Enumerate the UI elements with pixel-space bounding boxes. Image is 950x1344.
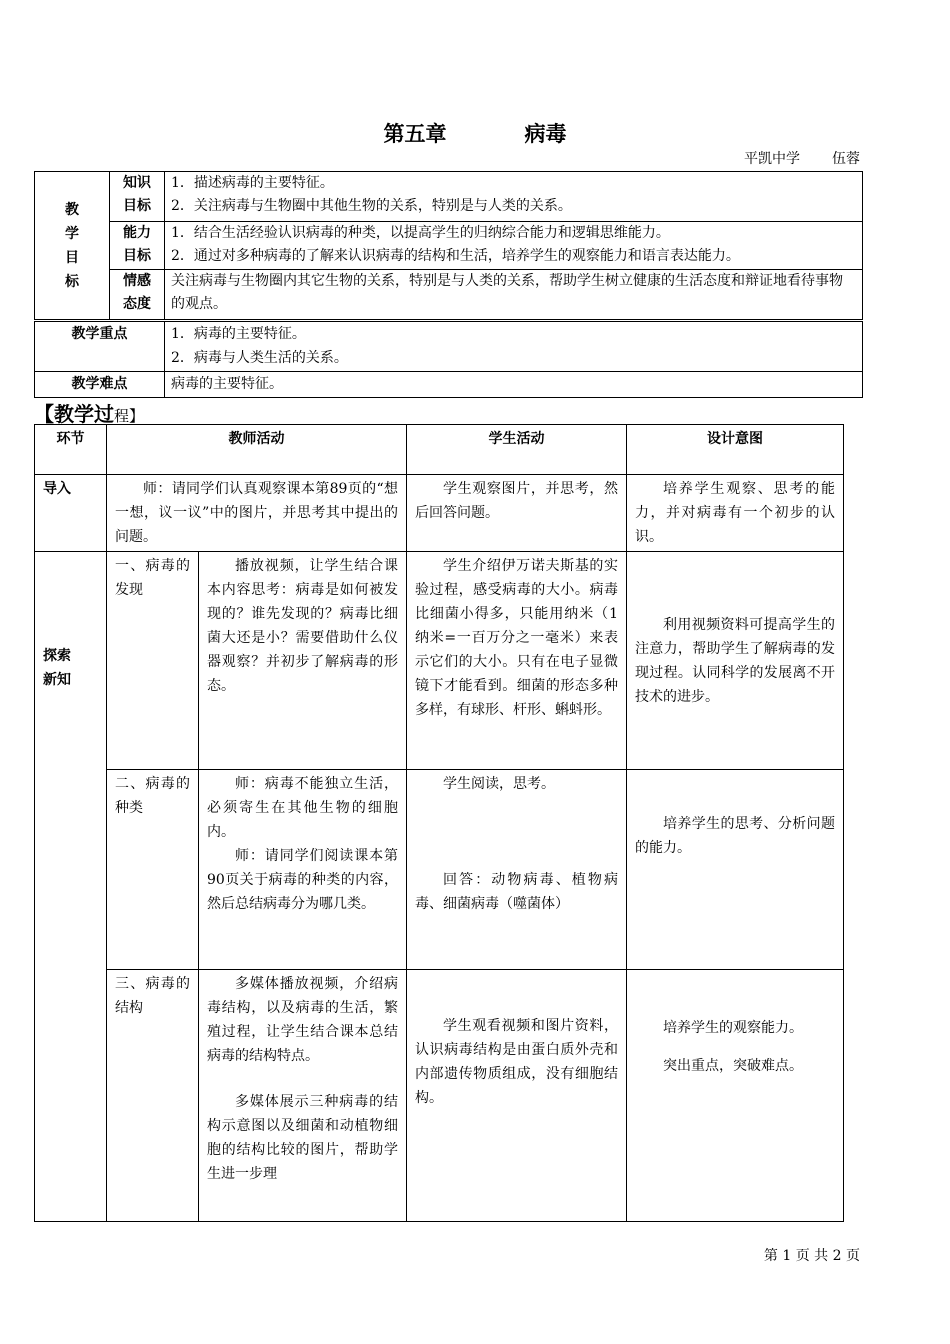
- sub-types-intent: 培养学生的思考、分析问题的能力。: [627, 770, 844, 970]
- chapter-number: 第五章: [383, 121, 447, 146]
- objectives-header-char: 目: [65, 249, 79, 266]
- objectives-header-char: 教: [65, 201, 79, 218]
- process-heading: 【教学过程】: [34, 402, 145, 426]
- ability-label: 能力 目标: [110, 222, 165, 270]
- explore-stage: 探索 新知: [35, 552, 107, 1222]
- objectives-header-char: 标: [65, 273, 79, 290]
- sub-types-student: 学生阅读，思考。 回答：动物病毒、植物病毒、细菌病毒（噬菌体）: [407, 770, 627, 970]
- intro-student: 学生观察图片，并思考，然后回答问题。: [407, 475, 627, 552]
- sub-structure-student: 学生观看视频和图片资料，认识病毒结构是由蛋白质外壳和内部遗传物质组成，没有细胞结构。: [407, 970, 627, 1222]
- col-header-stage: 环节: [35, 425, 107, 475]
- key-points-content: 1．病毒的主要特征。 2．病毒与人类生活的关系。: [165, 322, 863, 372]
- key-points-table: [34, 321, 863, 398]
- page-footer: 第 1 页 共 2 页: [763, 1248, 860, 1264]
- col-header-teacher: 教师活动: [107, 425, 407, 475]
- objectives-header-char: 学: [65, 225, 79, 242]
- process-table: [34, 424, 844, 1222]
- sub-discovery-intent: 利用视频资料可提高学生的注意力，帮助学生了解病毒的发现过程。认同科学的发展离不开技术的进步。: [627, 552, 844, 770]
- sub-discovery-teacher: 播放视频，让学生结合课本内容思考：病毒是如何被发现的？谁先发现的？病毒比细菌大还是小？需要借助什么仪器观察？并初步了解病毒的形态。: [199, 552, 407, 770]
- difficulty-content: 病毒的主要特征。: [165, 372, 863, 398]
- difficulty-label: 教学难点: [35, 372, 165, 398]
- key-points-label: 教学重点: [35, 322, 165, 372]
- objectives-header: [35, 172, 110, 320]
- objectives-table: [34, 171, 863, 320]
- author-line: [744, 148, 860, 168]
- page-title: [0, 118, 950, 148]
- col-header-student: 学生活动: [407, 425, 627, 475]
- sub-structure-intent: 培养学生的观察能力。 突出重点，突破难点。: [627, 970, 844, 1222]
- sub-discovery-name: 一、病毒的发现: [107, 552, 199, 770]
- teacher-name: 伍蓉: [832, 151, 860, 167]
- school-name: 平凯中学: [744, 151, 800, 167]
- sub-types-teacher: 师：病毒不能独立生活，必须寄生在其他生物的细胞内。 师：请同学们阅读课本第90页关于病毒的种类的内容，然后总结病毒分为哪几类。: [199, 770, 407, 970]
- sub-structure-teacher: 多媒体播放视频，介绍病毒结构，以及病毒的生活，繁殖过程，让学生结合课本总结病毒的结构特点。 多媒体展示三种病毒的结构示意图以及细菌和动植物细胞的结构比较的图片，帮助学生进一步理: [199, 970, 407, 1222]
- sub-discovery-student: 学生介绍伊万诺夫斯基的实验过程，感受病毒的大小。病毒比细菌小得多，只能用纳米（1纳米=一百万分之一毫米）来表示它们的大小。只有在电子显微镜下才能看到。细菌的形态多种多样，有球形、杆形、蝌蚪形。: [407, 552, 627, 770]
- intro-stage: 导入: [35, 475, 107, 552]
- chapter-name: 病毒: [524, 121, 567, 146]
- knowledge-content: 1．描述病毒的主要特征。 2．关注病毒与生物圈中其他生物的关系，特别是与人类的关系。: [165, 172, 863, 222]
- ability-content: 1．结合生活经验认识病毒的种类，以提高学生的归纳综合能力和逻辑思维能力。 2．通过对多种病毒的了解来认识病毒的结构和生活，培养学生的观察能力和语言表达能力。: [165, 222, 863, 270]
- sub-structure-name: 三、病毒的结构: [107, 970, 199, 1222]
- col-header-intent: 设计意图: [627, 425, 844, 475]
- attitude-content: 关注病毒与生物圈内其它生物的关系，特别是与人类的关系，帮助学生树立健康的生活态度和辩证地看待事物的观点。: [165, 270, 863, 320]
- attitude-label: 情感 态度: [110, 270, 165, 320]
- knowledge-label: 知识 目标: [110, 172, 165, 222]
- intro-intent: 培养学生观察、思考的能力，并对病毒有一个初步的认识。: [627, 475, 844, 552]
- intro-teacher: 师：请同学们认真观察课本第89页的“想一想，议一议”中的图片，并思考其中提出的问题。: [107, 475, 407, 552]
- sub-types-name: 二、病毒的种类: [107, 770, 199, 970]
